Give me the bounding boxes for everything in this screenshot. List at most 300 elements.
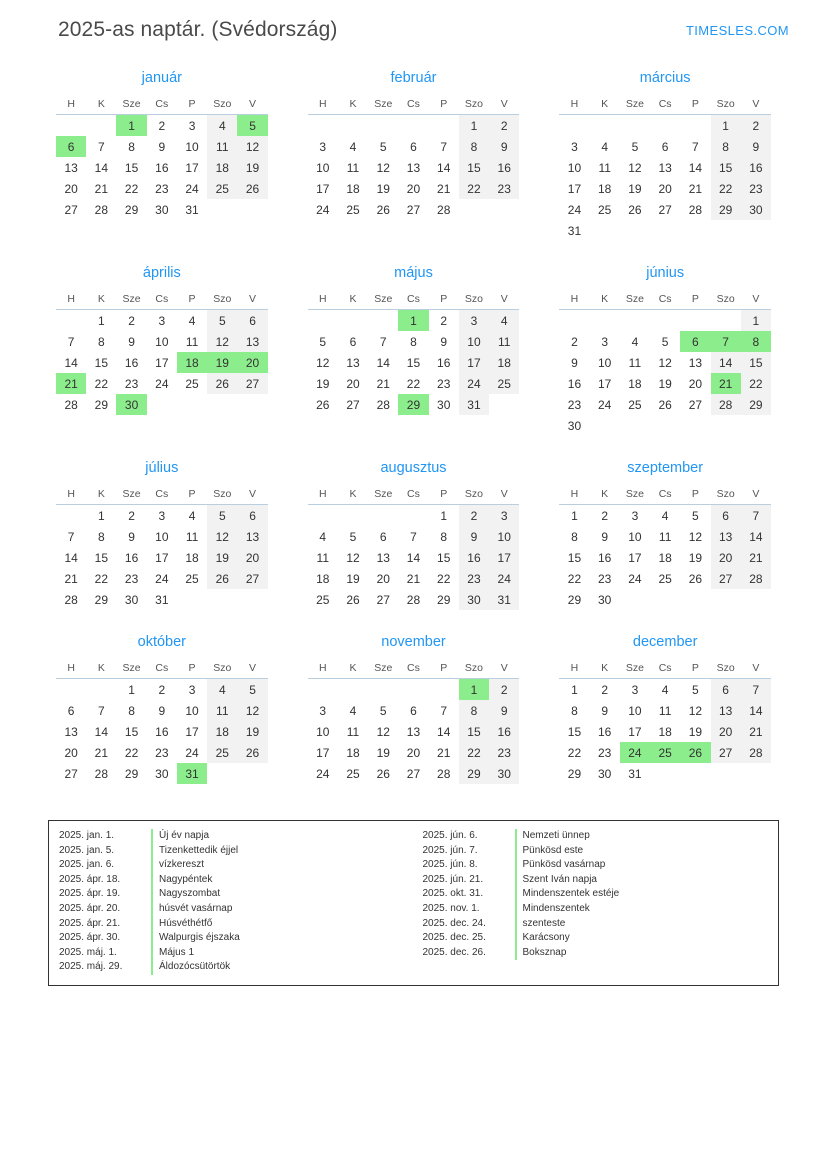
day-cell[interactable]: 14 xyxy=(376,355,390,370)
day-cell[interactable]: 28 xyxy=(94,202,109,217)
day-cell[interactable]: 20 xyxy=(346,376,360,391)
day-cell[interactable]: 25 xyxy=(346,766,360,781)
day-cell[interactable]: 7 xyxy=(410,529,417,544)
day-cell[interactable]: 13 xyxy=(688,355,703,370)
day-cell-holiday[interactable]: 19 xyxy=(207,352,237,373)
day-cell[interactable]: 27 xyxy=(376,592,390,607)
day-cell[interactable]: 19 xyxy=(658,376,672,391)
day-cell[interactable]: 21 xyxy=(688,181,703,196)
day-cell[interactable]: 10 xyxy=(155,334,169,349)
day-cell[interactable]: 7 xyxy=(98,703,105,718)
day-cell[interactable]: 28 xyxy=(741,742,771,763)
day-cell[interactable]: 12 xyxy=(376,160,390,175)
day-cell[interactable]: 2 xyxy=(571,334,578,349)
day-cell[interactable]: 23 xyxy=(489,178,519,199)
day-cell[interactable]: 17 xyxy=(459,352,489,373)
day-cell[interactable]: 22 xyxy=(711,178,741,199)
day-cell-holiday[interactable]: 6 xyxy=(56,136,86,157)
day-cell[interactable]: 24 xyxy=(489,568,519,589)
day-cell[interactable]: 2 xyxy=(601,508,609,523)
day-cell[interactable]: 26 xyxy=(237,178,267,199)
day-cell[interactable]: 10 xyxy=(598,355,612,370)
day-cell[interactable]: 12 xyxy=(237,700,267,721)
day-cell[interactable]: 10 xyxy=(185,703,199,718)
day-cell[interactable]: 12 xyxy=(207,331,237,352)
day-cell[interactable]: 11 xyxy=(207,136,237,157)
day-cell[interactable]: 9 xyxy=(489,700,519,721)
day-cell[interactable]: 30 xyxy=(489,763,519,784)
day-cell[interactable]: 14 xyxy=(437,724,451,739)
day-cell[interactable]: 12 xyxy=(346,550,360,565)
day-cell[interactable]: 29 xyxy=(437,592,451,607)
day-cell[interactable]: 16 xyxy=(598,724,612,739)
day-cell[interactable]: 3 xyxy=(188,682,196,697)
day-cell[interactable]: 23 xyxy=(124,571,139,586)
day-cell[interactable]: 20 xyxy=(406,181,421,196)
day-cell-holiday[interactable]: 18 xyxy=(177,352,207,373)
day-cell[interactable]: 16 xyxy=(124,550,139,565)
day-cell[interactable]: 10 xyxy=(628,703,642,718)
day-cell[interactable]: 24 xyxy=(316,202,330,217)
day-cell[interactable]: 11 xyxy=(316,550,329,565)
day-cell[interactable]: 8 xyxy=(98,334,105,349)
day-cell[interactable]: 15 xyxy=(567,724,582,739)
day-cell[interactable]: 15 xyxy=(124,160,139,175)
day-cell[interactable]: 28 xyxy=(94,766,109,781)
day-cell[interactable]: 8 xyxy=(459,136,489,157)
day-cell[interactable]: 9 xyxy=(741,136,771,157)
day-cell[interactable]: 12 xyxy=(688,529,703,544)
day-cell[interactable]: 3 xyxy=(631,508,639,523)
day-cell[interactable]: 4 xyxy=(349,703,357,718)
day-cell[interactable]: 16 xyxy=(124,355,139,370)
day-cell[interactable]: 26 xyxy=(316,397,330,412)
day-cell[interactable]: 10 xyxy=(185,139,199,154)
day-cell[interactable]: 20 xyxy=(711,721,741,742)
day-cell[interactable]: 13 xyxy=(64,160,78,175)
day-cell[interactable]: 3 xyxy=(631,682,639,697)
day-cell[interactable]: 15 xyxy=(459,721,489,742)
day-cell[interactable]: 27 xyxy=(346,397,360,412)
day-cell[interactable]: 6 xyxy=(67,703,75,718)
day-cell[interactable]: 18 xyxy=(316,571,330,586)
day-cell[interactable]: 28 xyxy=(406,592,421,607)
day-cell[interactable]: 5 xyxy=(379,703,387,718)
day-cell[interactable]: 8 xyxy=(98,529,105,544)
day-cell[interactable]: 27 xyxy=(711,568,741,589)
day-cell[interactable]: 12 xyxy=(376,724,390,739)
day-cell[interactable]: 8 xyxy=(571,703,578,718)
day-cell[interactable]: 21 xyxy=(741,721,771,742)
day-cell[interactable]: 17 xyxy=(628,550,642,565)
day-cell[interactable]: 30 xyxy=(155,766,169,781)
day-cell[interactable]: 23 xyxy=(155,745,169,760)
day-cell[interactable]: 1 xyxy=(128,682,135,697)
day-cell[interactable]: 13 xyxy=(64,724,78,739)
day-cell[interactable]: 4 xyxy=(631,334,639,349)
day-cell[interactable]: 1 xyxy=(98,508,105,523)
day-cell[interactable]: 29 xyxy=(124,766,139,781)
day-cell[interactable]: 18 xyxy=(185,550,199,565)
day-cell[interactable]: 28 xyxy=(376,397,390,412)
day-cell[interactable]: 13 xyxy=(406,724,421,739)
day-cell[interactable]: 12 xyxy=(688,703,703,718)
day-cell[interactable]: 24 xyxy=(628,571,642,586)
day-cell[interactable]: 5 xyxy=(349,529,357,544)
day-cell[interactable]: 30 xyxy=(598,592,612,607)
day-cell[interactable]: 31 xyxy=(459,394,489,415)
day-cell[interactable]: 27 xyxy=(688,397,703,412)
day-cell[interactable]: 4 xyxy=(188,313,196,328)
day-cell[interactable]: 23 xyxy=(598,571,612,586)
day-cell[interactable]: 15 xyxy=(94,550,109,565)
day-cell-holiday[interactable]: 24 xyxy=(620,742,650,763)
day-cell[interactable]: 19 xyxy=(237,721,267,742)
day-cell[interactable]: 22 xyxy=(124,181,139,196)
day-cell[interactable]: 10 xyxy=(567,160,582,175)
day-cell[interactable]: 4 xyxy=(188,508,196,523)
day-cell[interactable]: 21 xyxy=(94,181,109,196)
day-cell-holiday[interactable]: 21 xyxy=(711,373,741,394)
day-cell[interactable]: 22 xyxy=(437,571,451,586)
day-cell[interactable]: 30 xyxy=(741,199,771,220)
day-cell[interactable]: 27 xyxy=(711,742,741,763)
day-cell[interactable]: 28 xyxy=(688,202,703,217)
day-cell[interactable]: 21 xyxy=(94,745,109,760)
day-cell[interactable]: 27 xyxy=(237,373,267,394)
day-cell[interactable]: 1 xyxy=(98,313,105,328)
day-cell[interactable]: 16 xyxy=(489,157,519,178)
day-cell[interactable]: 2 xyxy=(158,118,166,133)
day-cell[interactable]: 10 xyxy=(316,724,330,739)
day-cell[interactable]: 17 xyxy=(316,745,330,760)
day-cell[interactable]: 5 xyxy=(692,508,699,523)
brand-link[interactable]: TIMESLES.COM xyxy=(685,22,789,38)
day-cell[interactable]: 19 xyxy=(316,376,330,391)
day-cell[interactable]: 9 xyxy=(158,139,166,154)
day-cell[interactable]: 16 xyxy=(459,547,489,568)
day-cell[interactable]: 22 xyxy=(459,178,489,199)
day-cell[interactable]: 15 xyxy=(406,355,421,370)
day-cell[interactable]: 19 xyxy=(688,550,703,565)
day-cell[interactable]: 17 xyxy=(567,181,582,196)
day-cell[interactable]: 29 xyxy=(124,202,139,217)
day-cell[interactable]: 26 xyxy=(376,202,390,217)
day-cell[interactable]: 13 xyxy=(711,526,741,547)
day-cell[interactable]: 26 xyxy=(628,202,642,217)
day-cell[interactable]: 30 xyxy=(459,589,489,610)
day-cell-holiday[interactable]: 26 xyxy=(680,742,710,763)
day-cell[interactable]: 5 xyxy=(237,679,267,701)
day-cell[interactable]: 21 xyxy=(437,181,451,196)
day-cell[interactable]: 10 xyxy=(155,529,169,544)
day-cell[interactable]: 25 xyxy=(489,373,519,394)
day-cell[interactable]: 3 xyxy=(188,118,196,133)
day-cell[interactable]: 30 xyxy=(437,397,451,412)
day-cell[interactable]: 4 xyxy=(349,139,357,154)
day-cell[interactable]: 18 xyxy=(346,745,360,760)
day-cell[interactable]: 29 xyxy=(711,199,741,220)
day-cell[interactable]: 29 xyxy=(567,766,582,781)
day-cell[interactable]: 23 xyxy=(741,178,771,199)
day-cell-holiday[interactable]: 1 xyxy=(459,679,489,701)
day-cell-holiday[interactable]: 1 xyxy=(116,115,146,137)
day-cell[interactable]: 25 xyxy=(185,376,199,391)
day-cell[interactable]: 14 xyxy=(688,160,703,175)
day-cell[interactable]: 2 xyxy=(459,505,489,527)
day-cell[interactable]: 20 xyxy=(64,745,78,760)
day-cell[interactable]: 24 xyxy=(567,202,582,217)
day-cell[interactable]: 13 xyxy=(376,550,390,565)
day-cell[interactable]: 7 xyxy=(741,679,771,701)
day-cell[interactable]: 29 xyxy=(459,763,489,784)
day-cell[interactable]: 28 xyxy=(741,568,771,589)
day-cell[interactable]: 7 xyxy=(67,334,75,349)
day-cell[interactable]: 27 xyxy=(64,766,78,781)
day-cell-holiday[interactable]: 30 xyxy=(116,394,146,415)
day-cell[interactable]: 1 xyxy=(571,508,578,523)
day-cell[interactable]: 4 xyxy=(661,508,669,523)
day-cell[interactable]: 18 xyxy=(489,352,519,373)
day-cell[interactable]: 7 xyxy=(440,139,448,154)
day-cell[interactable]: 23 xyxy=(489,742,519,763)
day-cell[interactable]: 19 xyxy=(237,157,267,178)
day-cell[interactable]: 25 xyxy=(658,571,672,586)
day-cell[interactable]: 23 xyxy=(437,376,451,391)
day-cell[interactable]: 9 xyxy=(128,529,135,544)
day-cell[interactable]: 13 xyxy=(406,160,421,175)
day-cell[interactable]: 31 xyxy=(489,589,519,610)
day-cell[interactable]: 8 xyxy=(128,703,135,718)
day-cell[interactable]: 17 xyxy=(155,355,169,370)
day-cell[interactable]: 26 xyxy=(207,568,237,589)
day-cell[interactable]: 6 xyxy=(410,703,417,718)
day-cell[interactable]: 25 xyxy=(346,202,360,217)
day-cell[interactable]: 5 xyxy=(631,139,639,154)
day-cell[interactable]: 6 xyxy=(661,139,669,154)
day-cell[interactable]: 21 xyxy=(741,547,771,568)
day-cell[interactable]: 25 xyxy=(598,202,612,217)
day-cell[interactable]: 15 xyxy=(437,550,451,565)
day-cell[interactable]: 8 xyxy=(459,700,489,721)
day-cell[interactable]: 22 xyxy=(459,742,489,763)
day-cell[interactable]: 24 xyxy=(459,373,489,394)
day-cell[interactable]: 11 xyxy=(346,160,360,175)
day-cell[interactable]: 11 xyxy=(185,529,199,544)
day-cell[interactable]: 2 xyxy=(128,313,135,328)
day-cell[interactable]: 30 xyxy=(598,766,612,781)
day-cell[interactable]: 26 xyxy=(376,766,390,781)
day-cell[interactable]: 18 xyxy=(658,550,672,565)
day-cell[interactable]: 16 xyxy=(741,157,771,178)
day-cell[interactable]: 2 xyxy=(601,682,609,697)
day-cell[interactable]: 18 xyxy=(207,721,237,742)
day-cell[interactable]: 9 xyxy=(571,355,578,370)
day-cell[interactable]: 7 xyxy=(440,703,448,718)
day-cell[interactable]: 11 xyxy=(489,331,519,352)
day-cell[interactable]: 8 xyxy=(571,529,578,544)
day-cell-holiday[interactable]: 5 xyxy=(237,115,267,137)
day-cell[interactable]: 10 xyxy=(316,160,330,175)
day-cell[interactable]: 5 xyxy=(379,139,387,154)
day-cell[interactable]: 22 xyxy=(567,745,582,760)
day-cell[interactable]: 23 xyxy=(459,568,489,589)
day-cell[interactable]: 3 xyxy=(459,310,489,332)
day-cell[interactable]: 18 xyxy=(207,157,237,178)
day-cell[interactable]: 15 xyxy=(567,550,582,565)
day-cell[interactable]: 4 xyxy=(661,682,669,697)
day-cell[interactable]: 15 xyxy=(741,352,771,373)
day-cell[interactable]: 25 xyxy=(207,742,237,763)
day-cell[interactable]: 1 xyxy=(459,115,489,137)
day-cell[interactable]: 2 xyxy=(158,682,166,697)
day-cell[interactable]: 3 xyxy=(601,334,609,349)
day-cell[interactable]: 14 xyxy=(741,700,771,721)
day-cell[interactable]: 7 xyxy=(692,139,699,154)
day-cell[interactable]: 14 xyxy=(64,550,78,565)
day-cell[interactable]: 12 xyxy=(237,136,267,157)
day-cell[interactable]: 1 xyxy=(571,682,578,697)
day-cell[interactable]: 31 xyxy=(155,592,169,607)
day-cell[interactable]: 13 xyxy=(658,160,672,175)
day-cell[interactable]: 3 xyxy=(319,703,327,718)
day-cell[interactable]: 9 xyxy=(489,136,519,157)
day-cell[interactable]: 16 xyxy=(598,550,612,565)
day-cell[interactable]: 18 xyxy=(598,181,612,196)
day-cell[interactable]: 11 xyxy=(658,529,672,544)
day-cell[interactable]: 22 xyxy=(124,745,139,760)
day-cell[interactable]: 10 xyxy=(459,331,489,352)
day-cell[interactable]: 14 xyxy=(94,724,109,739)
day-cell[interactable]: 25 xyxy=(316,592,330,607)
day-cell[interactable]: 2 xyxy=(440,313,448,328)
day-cell[interactable]: 2 xyxy=(741,115,771,137)
day-cell[interactable]: 13 xyxy=(711,700,741,721)
day-cell[interactable]: 29 xyxy=(567,592,582,607)
day-cell[interactable]: 23 xyxy=(567,397,582,412)
day-cell[interactable]: 13 xyxy=(346,355,360,370)
day-cell[interactable]: 29 xyxy=(94,397,109,412)
day-cell[interactable]: 19 xyxy=(207,547,237,568)
day-cell-holiday[interactable]: 6 xyxy=(680,331,710,352)
day-cell[interactable]: 3 xyxy=(158,508,166,523)
day-cell[interactable]: 2 xyxy=(489,115,519,137)
day-cell[interactable]: 30 xyxy=(567,418,582,433)
day-cell[interactable]: 18 xyxy=(628,376,642,391)
day-cell[interactable]: 24 xyxy=(316,766,330,781)
day-cell[interactable]: 5 xyxy=(207,505,237,527)
day-cell[interactable]: 12 xyxy=(658,355,672,370)
day-cell[interactable]: 6 xyxy=(237,505,267,527)
day-cell[interactable]: 6 xyxy=(349,334,357,349)
day-cell[interactable]: 21 xyxy=(406,571,421,586)
day-cell[interactable]: 16 xyxy=(489,721,519,742)
day-cell[interactable]: 6 xyxy=(410,139,417,154)
day-cell[interactable]: 5 xyxy=(661,334,669,349)
day-cell[interactable]: 14 xyxy=(94,160,109,175)
day-cell[interactable]: 6 xyxy=(237,310,267,332)
day-cell[interactable]: 24 xyxy=(598,397,612,412)
day-cell[interactable]: 1 xyxy=(440,508,448,523)
day-cell[interactable]: 24 xyxy=(155,571,169,586)
day-cell[interactable]: 31 xyxy=(628,766,642,781)
day-cell[interactable]: 5 xyxy=(692,682,699,697)
day-cell[interactable]: 22 xyxy=(94,376,109,391)
day-cell[interactable]: 26 xyxy=(658,397,672,412)
day-cell[interactable]: 21 xyxy=(64,571,78,586)
day-cell[interactable]: 4 xyxy=(601,139,609,154)
day-cell[interactable]: 6 xyxy=(711,505,741,527)
day-cell[interactable]: 19 xyxy=(376,745,390,760)
day-cell[interactable]: 20 xyxy=(658,181,672,196)
day-cell[interactable]: 8 xyxy=(440,529,448,544)
day-cell[interactable]: 30 xyxy=(155,202,169,217)
day-cell[interactable]: 7 xyxy=(379,334,387,349)
day-cell-holiday[interactable]: 25 xyxy=(650,742,680,763)
day-cell[interactable]: 17 xyxy=(489,547,519,568)
day-cell[interactable]: 2 xyxy=(128,508,135,523)
day-cell[interactable]: 16 xyxy=(155,724,169,739)
day-cell[interactable]: 4 xyxy=(489,310,519,332)
day-cell[interactable]: 16 xyxy=(567,376,582,391)
day-cell[interactable]: 27 xyxy=(237,568,267,589)
day-cell[interactable]: 8 xyxy=(711,136,741,157)
day-cell[interactable]: 31 xyxy=(185,202,199,217)
day-cell[interactable]: 4 xyxy=(207,679,237,701)
day-cell-holiday[interactable]: 31 xyxy=(177,763,207,784)
day-cell[interactable]: 3 xyxy=(158,313,166,328)
day-cell[interactable]: 9 xyxy=(440,334,448,349)
day-cell[interactable]: 22 xyxy=(567,571,582,586)
day-cell[interactable]: 14 xyxy=(64,355,78,370)
day-cell[interactable]: 15 xyxy=(124,724,139,739)
day-cell[interactable]: 14 xyxy=(406,550,421,565)
day-cell[interactable]: 14 xyxy=(711,352,741,373)
day-cell[interactable]: 24 xyxy=(185,745,199,760)
day-cell[interactable]: 17 xyxy=(185,160,199,175)
day-cell[interactable]: 28 xyxy=(437,202,451,217)
day-cell[interactable]: 29 xyxy=(94,592,109,607)
day-cell[interactable]: 11 xyxy=(628,355,642,370)
day-cell[interactable]: 22 xyxy=(406,376,421,391)
day-cell[interactable]: 19 xyxy=(628,181,642,196)
day-cell[interactable]: 9 xyxy=(128,334,135,349)
day-cell[interactable]: 15 xyxy=(94,355,109,370)
day-cell[interactable]: 2 xyxy=(489,679,519,701)
day-cell[interactable]: 14 xyxy=(437,160,451,175)
day-cell[interactable]: 13 xyxy=(237,526,267,547)
day-cell[interactable]: 27 xyxy=(406,202,421,217)
day-cell[interactable]: 7 xyxy=(741,505,771,527)
day-cell[interactable]: 28 xyxy=(64,397,78,412)
day-cell[interactable]: 11 xyxy=(658,703,672,718)
day-cell[interactable]: 29 xyxy=(741,394,771,415)
day-cell[interactable]: 14 xyxy=(741,526,771,547)
day-cell[interactable]: 25 xyxy=(185,571,199,586)
day-cell[interactable]: 24 xyxy=(155,376,169,391)
day-cell[interactable]: 21 xyxy=(376,376,390,391)
day-cell[interactable]: 22 xyxy=(94,571,109,586)
day-cell[interactable]: 26 xyxy=(207,373,237,394)
day-cell[interactable]: 20 xyxy=(237,547,267,568)
day-cell[interactable]: 24 xyxy=(185,181,199,196)
day-cell[interactable]: 27 xyxy=(658,202,672,217)
day-cell[interactable]: 6 xyxy=(379,529,387,544)
day-cell[interactable]: 1 xyxy=(741,310,771,332)
day-cell[interactable]: 20 xyxy=(64,181,78,196)
day-cell[interactable]: 20 xyxy=(376,571,390,586)
day-cell-holiday[interactable]: 8 xyxy=(741,331,771,352)
